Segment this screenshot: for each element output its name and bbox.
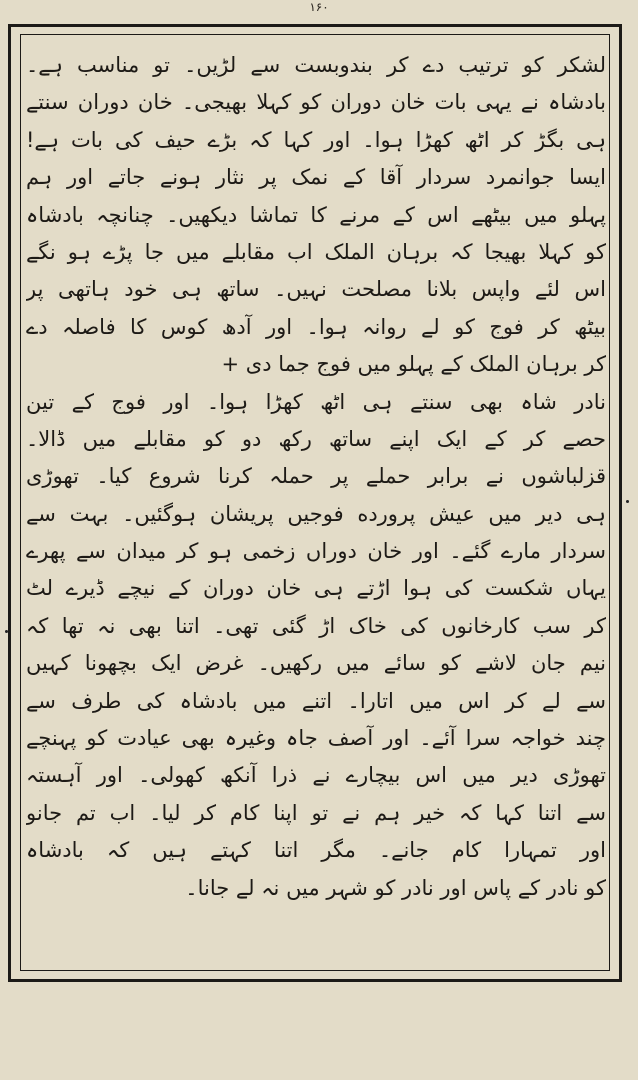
text-line: کو نادر کے پاس اور نادر کو شہر میں نہ لے جانا۔ (185, 875, 606, 900)
margin-speck (5, 630, 8, 633)
text-line: پہلو میں بیٹھے اس کے مرنے کا تماشا دیکھیں۔ چنانچہ بادشاہ (26, 202, 606, 227)
text-line: نادر شاہ بھی سنتے ہی اٹھ کھڑا ہوا۔ اور فوج کے تین (26, 389, 606, 414)
urdu-text-block (26, 47, 606, 907)
text-line: تھوڑی دیر میں اس بیچارے نے ذرا آنکھ کھولی۔ اور آہستہ (26, 763, 606, 788)
text-line: ہی دیر میں عیش پرورده فوجیں پریشان ہوگئیں۔ بہت سے (26, 501, 606, 526)
margin-speck (626, 500, 629, 503)
text-line: اس لئے واپس بلانا مصلحت نہیں۔ ساتھ ہی خود ہاتھی پر (26, 277, 606, 302)
text-line: سے اتنا کہا کہ خیر ہم نے تو اپنا کام کر لیا۔ اب تم جانو (26, 800, 606, 825)
text-line: چند خواجہ سرا آئے۔ اور آصف جاہ وغیرہ بھی عیادت کو پہنچے (26, 726, 606, 751)
text-line: سردار مارے گئے۔ اور خان دوراں زخمی ہو کر میدان سے پھرے (26, 539, 606, 564)
text-line: لشکر کو ترتیب دے کر بندوبست سے لڑیں۔ تو مناسب ہے۔ (26, 53, 606, 77)
text-line: ہی بگڑ کر اٹھ کھڑا ہوا۔ اور کہا کہ بڑے حیف کی بات ہے! (26, 127, 606, 152)
text-line: ایسا جوانمرد سردار آقا کے نمک پر نثار ہونے جاتے اور ہم (26, 165, 606, 190)
text-line: یہاں شکست کی ہوا اڑتے ہی خان دوران کے نیچے ڈیرے لٹ (26, 576, 606, 601)
text-line: کو کہلا بھیجا کہ برہان الملک اب مقابلے میں جا پڑے ہو نگے (26, 239, 606, 264)
text-line: کر برہان الملک کے پہلو میں فوج جما دی + (221, 352, 606, 377)
page-number: ۱۶۰ (309, 0, 329, 14)
text-line: حصے کر کے ایک اپنے ساتھ رکھ دو کو مقابلے میں ڈالا۔ (26, 426, 606, 451)
text-line: بادشاہ نے یہی بات خان دوران کو کہلا بھیجی۔ خان دوران سنتے (26, 90, 606, 115)
text-line: نیم جان لاشے کو سائے میں رکھیں۔ غرض ایک بچھونا کہیں (26, 651, 606, 676)
text-line: قزلباشوں نے برابر حملے پر حملہ کرنا شروع کیا۔ تھوڑی (26, 464, 606, 489)
text-line: سے لے کر اس میں اتارا۔ اتنے میں بادشاہ کی طرف سے (26, 688, 606, 713)
text-line: بیٹھ کر فوج کو لے روانہ ہوا۔ اور آدھ کوس کا فاصلہ دے (26, 314, 606, 339)
text-line: کر سب کارخانوں کی خاک اڑ گئی تھی۔ اتنا بھی نہ تھا کہ (26, 613, 606, 638)
text-line: اور تمہارا کام جانے۔ مگر اتنا کہتے ہیں کہ بادشاہ (26, 838, 606, 863)
